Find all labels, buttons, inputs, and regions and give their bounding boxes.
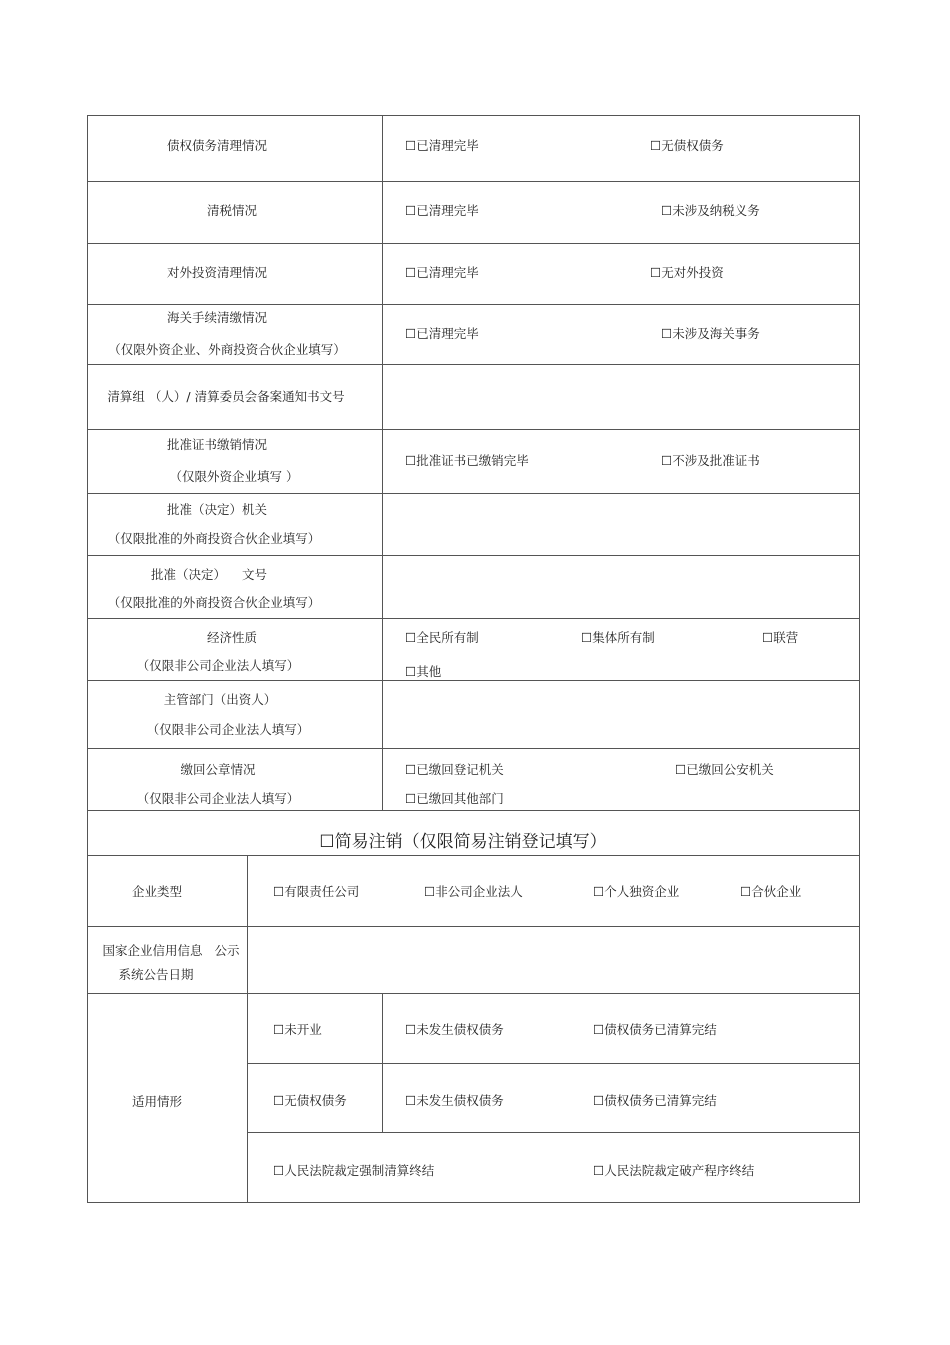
input-cell[interactable] [384,366,858,428]
checkbox-option[interactable]: ☐未发生债权债务 [405,1022,504,1037]
row-note: （仅限非公司企业法人填写） [136,791,300,806]
checkbox-option[interactable]: ☐有限责任公司 [273,884,360,899]
row-note: （仅限外资企业、外商投资合伙企业填写） [108,342,346,357]
column-divider [382,993,383,1132]
row-note: （仅限批准的外商投资合伙企业填写） [107,531,321,546]
input-cell[interactable] [384,495,858,554]
row-divider [247,1132,860,1133]
input-cell[interactable] [249,928,858,992]
column-divider [382,115,383,810]
checkbox-option[interactable]: ☐已缴回其他部门 [405,791,504,806]
row-note: （仅限批准的外商投资合伙企业填写） [107,595,321,610]
input-cell[interactable] [384,557,858,617]
row-label: 清算组 （人）/ 清算委员会备案通知书文号 [107,389,345,404]
checkbox-option[interactable]: ☐债权债务已清算完结 [593,1022,717,1037]
checkbox-option[interactable]: ☐非公司企业法人 [424,884,523,899]
checkbox-option[interactable]: ☐未涉及海关事务 [661,326,760,341]
row-label: 对外投资清理情况 [166,265,268,280]
checkbox-option[interactable]: ☐已清理完毕 [405,203,479,218]
checkbox-option[interactable]: ☐已缴回公安机关 [675,762,774,777]
row-label: 批准（决定）机关 [166,502,268,517]
row-divider [87,181,860,182]
row-divider [87,993,860,994]
row-divider [87,680,860,681]
checkbox-option[interactable]: ☐不涉及批准证书 [661,453,760,468]
checkbox-option[interactable]: ☐全民所有制 [405,630,479,645]
checkbox-option[interactable]: ☐无债权债务 [650,138,724,153]
row-label: 适用情形 [131,1094,183,1109]
checkbox-option[interactable]: ☐已清理完毕 [405,265,479,280]
checkbox-option[interactable]: ☐批准证书已缴销完毕 [405,453,529,468]
checkbox-option[interactable]: ☐债权债务已清算完结 [593,1093,717,1108]
checkbox-option[interactable]: ☐个人独资企业 [593,884,680,899]
row-label: 海关手续清缴情况 [166,310,268,325]
row-label: 国家企业信用信息 公示 [102,943,240,958]
checkbox-option[interactable]: ☐已缴回登记机关 [405,762,504,777]
simple-deregistration-title[interactable]: ☐简易注销（仅限简易注销登记填写） [319,832,607,852]
checkbox-option[interactable]: ☐已清理完毕 [405,138,479,153]
row-label: 经济性质 [206,630,258,645]
row-divider [87,810,860,811]
row-note: （仅限非公司企业法人填写） [146,722,310,737]
row-note: （仅限非公司企业法人填写） [136,658,300,673]
checkbox-option[interactable]: ☐人民法院裁定破产程序终结 [593,1163,755,1178]
row-divider [87,429,860,430]
row-label: 清税情况 [206,203,258,218]
column-divider [247,855,248,1203]
row-label: 缴回公章情况 [180,762,256,777]
checkbox-option[interactable]: ☐联营 [762,630,799,645]
row-divider [87,493,860,494]
row-divider [87,243,860,244]
row-divider [87,555,860,556]
row-label: 主管部门（出资人） [163,692,277,707]
checkbox-option[interactable]: ☐已清理完毕 [405,326,479,341]
checkbox-option[interactable]: ☐人民法院裁定强制清算终结 [273,1163,435,1178]
row-divider [87,618,860,619]
input-cell[interactable] [384,682,858,747]
row-label: 批准（决定） 文号 [151,567,267,582]
row-divider [87,926,860,927]
checkbox-option[interactable]: ☐无债权债务 [273,1093,347,1108]
row-divider [87,855,860,856]
row-label: 债权债务清理情况 [166,138,268,153]
checkbox-option[interactable]: ☐其他 [405,664,442,679]
row-divider [87,364,860,365]
row-label: 批准证书缴销情况 [166,437,268,452]
checkbox-option[interactable]: ☐未开业 [273,1022,322,1037]
row-note: （仅限外资企业填写 ） [169,469,299,484]
row-divider [87,748,860,749]
row-label: 企业类型 [131,884,183,899]
checkbox-option[interactable]: ☐未发生债权债务 [405,1093,504,1108]
checkbox-option[interactable]: ☐集体所有制 [581,630,655,645]
row-divider [247,1063,860,1064]
row-label: 系统公告日期 [118,967,194,982]
checkbox-option[interactable]: ☐无对外投资 [650,265,724,280]
row-divider [87,304,860,305]
checkbox-option[interactable]: ☐未涉及纳税义务 [661,203,760,218]
checkbox-option[interactable]: ☐合伙企业 [740,884,802,899]
